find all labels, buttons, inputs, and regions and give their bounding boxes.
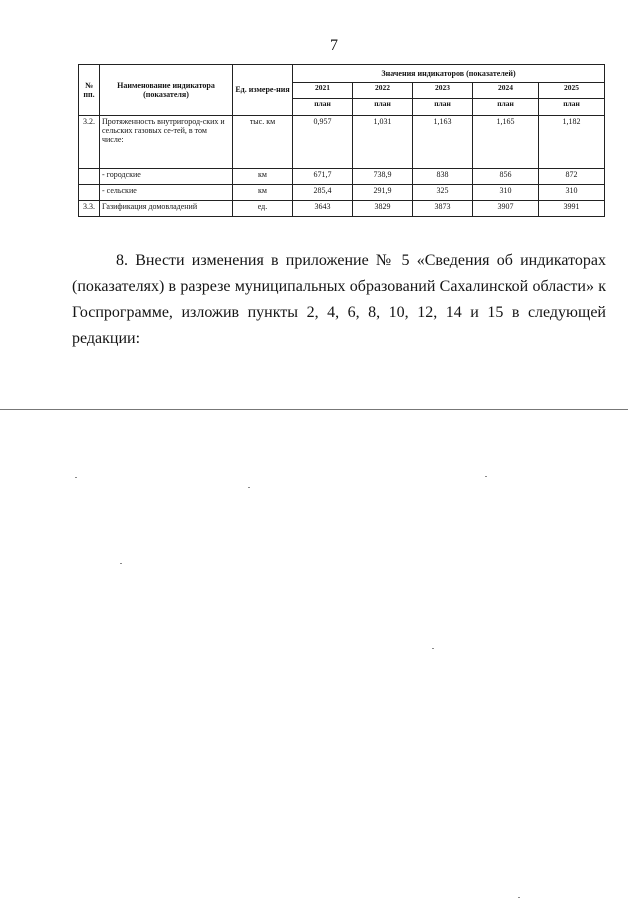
header-unit: Ед. измере-ния (233, 65, 293, 116)
plan-label: план (353, 99, 413, 116)
row-value: 671,7 (293, 169, 353, 185)
scan-speck (518, 897, 520, 898)
row-value: 310 (473, 185, 539, 201)
plan-label: план (413, 99, 473, 116)
body-paragraph: 8. Внести изменения в приложение № 5 «Сведения об индикаторах (показателях) в разрезе муниципальных образований Сахалинской области» к Госпрограмме, изложив пункты 2, 4, 6, 8, 10, 12, 14 и 15 в следующей редакции: (72, 252, 606, 347)
row-value: 738,9 (353, 169, 413, 185)
row-value: 310 (539, 185, 605, 201)
header-values-group: Значения индикаторов (показателей) (293, 65, 605, 83)
row-value: 3873 (413, 201, 473, 217)
row-name: - сельские (100, 185, 233, 201)
row-number: 3.2. (79, 116, 100, 169)
row-unit: км (233, 185, 293, 201)
header-name: Наименование индикатора (показателя) (100, 65, 233, 116)
row-value: 3907 (473, 201, 539, 217)
year-header: 2021 (293, 82, 353, 99)
row-value: 3991 (539, 201, 605, 217)
indicators-table (78, 64, 605, 217)
table-header-row (79, 65, 605, 83)
row-number (79, 169, 100, 185)
row-value: 1,182 (539, 116, 605, 169)
row-unit: ед. (233, 201, 293, 217)
scan-speck (248, 487, 250, 488)
row-value: 0,957 (293, 116, 353, 169)
row-value: 3829 (353, 201, 413, 217)
year-header: 2025 (539, 82, 605, 99)
plan-label: план (473, 99, 539, 116)
header-no: № пп. (79, 65, 100, 116)
table-row (79, 169, 605, 185)
scan-speck (75, 477, 77, 478)
page-number: 7 (330, 37, 338, 54)
table-row (79, 185, 605, 201)
row-name: Газификация домовладений (100, 201, 233, 217)
horizontal-rule (0, 409, 628, 410)
row-number: 3.3. (79, 201, 100, 217)
row-value: 325 (413, 185, 473, 201)
row-value: 285,4 (293, 185, 353, 201)
scan-speck (485, 476, 487, 477)
year-header: 2024 (473, 82, 539, 99)
row-value: 872 (539, 169, 605, 185)
plan-label: план (293, 99, 353, 116)
row-value: 838 (413, 169, 473, 185)
row-number (79, 185, 100, 201)
row-value: 856 (473, 169, 539, 185)
row-value: 1,165 (473, 116, 539, 169)
year-header: 2022 (353, 82, 413, 99)
scan-speck (432, 648, 434, 649)
row-value: 3643 (293, 201, 353, 217)
table-row (79, 201, 605, 217)
row-unit: тыс. км (233, 116, 293, 169)
row-name: Протяженность внутригород-ских и сельских газовых се-тей, в том числе: (100, 116, 233, 169)
row-value: 1,031 (353, 116, 413, 169)
row-value: 1,163 (413, 116, 473, 169)
scan-speck (120, 563, 122, 564)
row-name: - городские (100, 169, 233, 185)
year-header: 2023 (413, 82, 473, 99)
row-value: 291,9 (353, 185, 413, 201)
plan-label: план (539, 99, 605, 116)
row-unit: км (233, 169, 293, 185)
table-row (79, 116, 605, 169)
